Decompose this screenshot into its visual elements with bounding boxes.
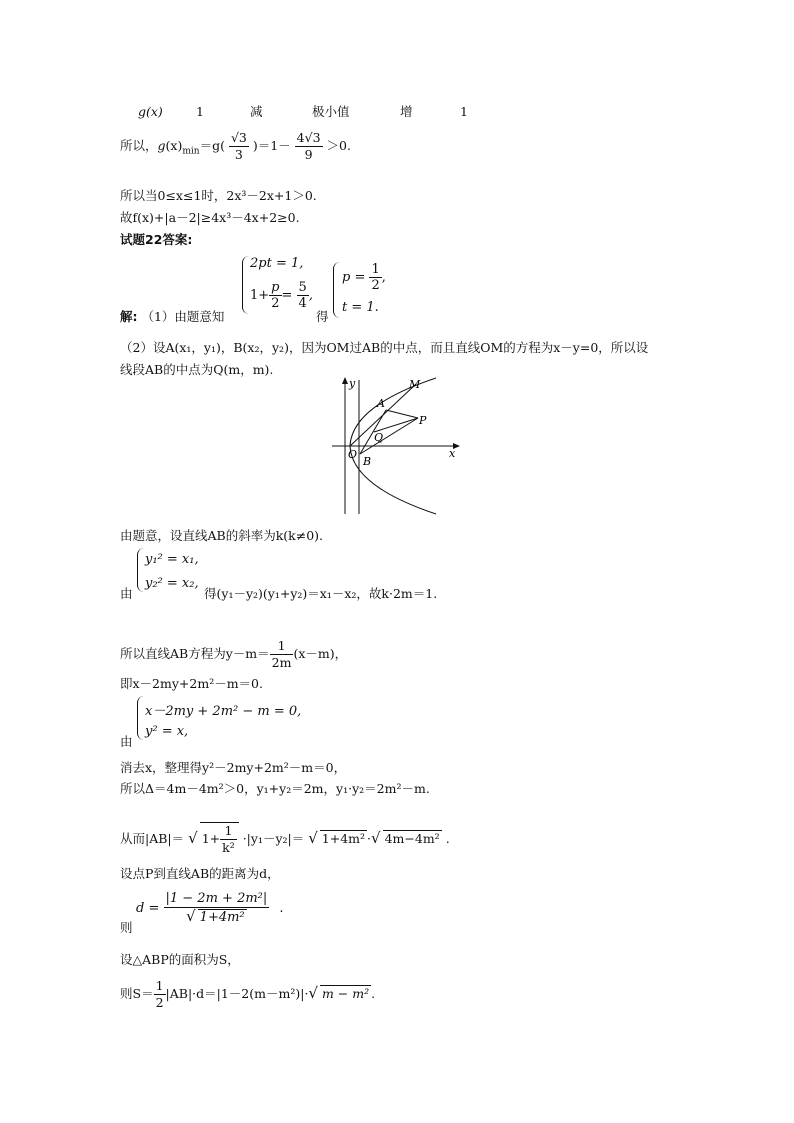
y-axis-arrow bbox=[342, 377, 348, 384]
delta-line: 所以Δ＝4m－4m²＞0，y₁+y₂＝2m，y₁·y₂＝2m²－m. bbox=[120, 781, 430, 796]
line-ji: 即x－2my+2m²－m＝0. bbox=[120, 676, 263, 691]
area-formula: 则S＝ $\frac{1}{2}$ |AB|·d＝|1－2(m－m²)|·√ m − m² . bbox=[120, 978, 376, 1010]
label-Q: Q bbox=[374, 431, 384, 444]
you-text-2: 由 bbox=[120, 734, 133, 749]
sqrt3-over-3: $\frac{√3}{3}$ bbox=[230, 130, 247, 162]
ab-equation: 所以直线AB方程为y－m＝ $\frac{1}{2m}$ (x－m)， bbox=[120, 638, 348, 670]
system4-row1: x－2my + 2m² − m = 0, bbox=[145, 704, 302, 719]
line-BP bbox=[360, 418, 418, 454]
label-x: x bbox=[449, 447, 456, 460]
inequality-line-1: 所以当0≤x≤1时，2x³－2x+1＞0. bbox=[120, 188, 317, 203]
table-cell-increase: 增 bbox=[400, 104, 413, 119]
system1-row2: 1+ $\frac{p}{2}$ = $\frac{5}{4}$ , bbox=[250, 280, 313, 311]
label-O: O bbox=[348, 448, 358, 461]
de-text: 得 bbox=[316, 309, 329, 324]
you-text-1: 由 bbox=[120, 586, 133, 601]
parabola-figure bbox=[320, 374, 470, 519]
system2-row1: p = $\frac{1}{2}$ , bbox=[342, 262, 386, 293]
slope-line: 由题意，设直线AB的斜率为k(k≠0). bbox=[120, 528, 324, 543]
solution-intro: 解: （1）由题意知 bbox=[120, 309, 225, 324]
label-B: B bbox=[363, 455, 372, 468]
system4-row2: y² = x, bbox=[145, 724, 189, 739]
distance-formula: d = $\frac{\text{|1 − 2m + 2m²|}}{\text{√ 1+4m²}}$ . bbox=[136, 891, 284, 925]
label-y: y bbox=[349, 377, 356, 390]
part2-line2: 线段AB的中点为Q(m，m). bbox=[120, 362, 274, 377]
eliminate-line: 消去x，整理得y²－2my+2m²－m＝0， bbox=[120, 760, 347, 775]
table-cell-minimum: 极小值 bbox=[312, 104, 350, 119]
heading-q22: 试题22答案: bbox=[120, 232, 193, 247]
brace-4 bbox=[137, 696, 144, 740]
label-P: P bbox=[419, 414, 427, 427]
min-value-line: 所以，$g(x)_{min}=g$( $\frac{√3}{3}$ )＝1－ $\frac{4√3}{9}$ ＞0. bbox=[120, 130, 351, 162]
part2-line1: （2）设A(x₁，y₁)，B(x₂，y₂)，因为OM过AB的中点，而且直线OM的方程为x－y=0，所以设 bbox=[120, 340, 649, 355]
system2-row2: t = 1. bbox=[342, 300, 379, 315]
table-cell-gx: g(x) bbox=[138, 104, 163, 119]
4sqrt3-over-9: $\frac{4√3}{9}$ bbox=[296, 130, 321, 162]
line-AP bbox=[386, 410, 418, 418]
label-A: A bbox=[377, 397, 385, 410]
table-cell-1b: 1 bbox=[460, 104, 468, 119]
table-cell-1a: 1 bbox=[196, 104, 204, 119]
area-intro: 设△ABP的面积为S， bbox=[120, 952, 240, 967]
table-cell-decrease: 减 bbox=[250, 104, 263, 119]
brace-2 bbox=[333, 262, 340, 318]
system3-row1: y₁² = x₁, bbox=[145, 552, 199, 567]
system1-row1: 2pt = 1, bbox=[250, 256, 304, 271]
inequality-line-2: 故f(x)+|a－2|≥4x³－4x+2≥0. bbox=[120, 210, 300, 225]
ab-length-line: 从而|AB|＝ √ 1+ $\frac{1}{\text{k²}}$ ·|y₁－y₂|＝ √ 1+4m² ·√ 4m−4m² . bbox=[120, 823, 450, 855]
distance-intro: 设点P到直线AB的距离为d， bbox=[120, 866, 280, 881]
system3-result: 得(y₁－y₂)(y₁+y₂)＝x₁－x₂，故k·2m＝1. bbox=[204, 586, 438, 601]
label-M: M bbox=[409, 378, 421, 391]
brace-3 bbox=[137, 548, 144, 592]
brace-1 bbox=[242, 256, 249, 314]
ze-text-1: 则 bbox=[120, 920, 133, 935]
system3-row2: y₂² = x₂, bbox=[145, 576, 199, 591]
